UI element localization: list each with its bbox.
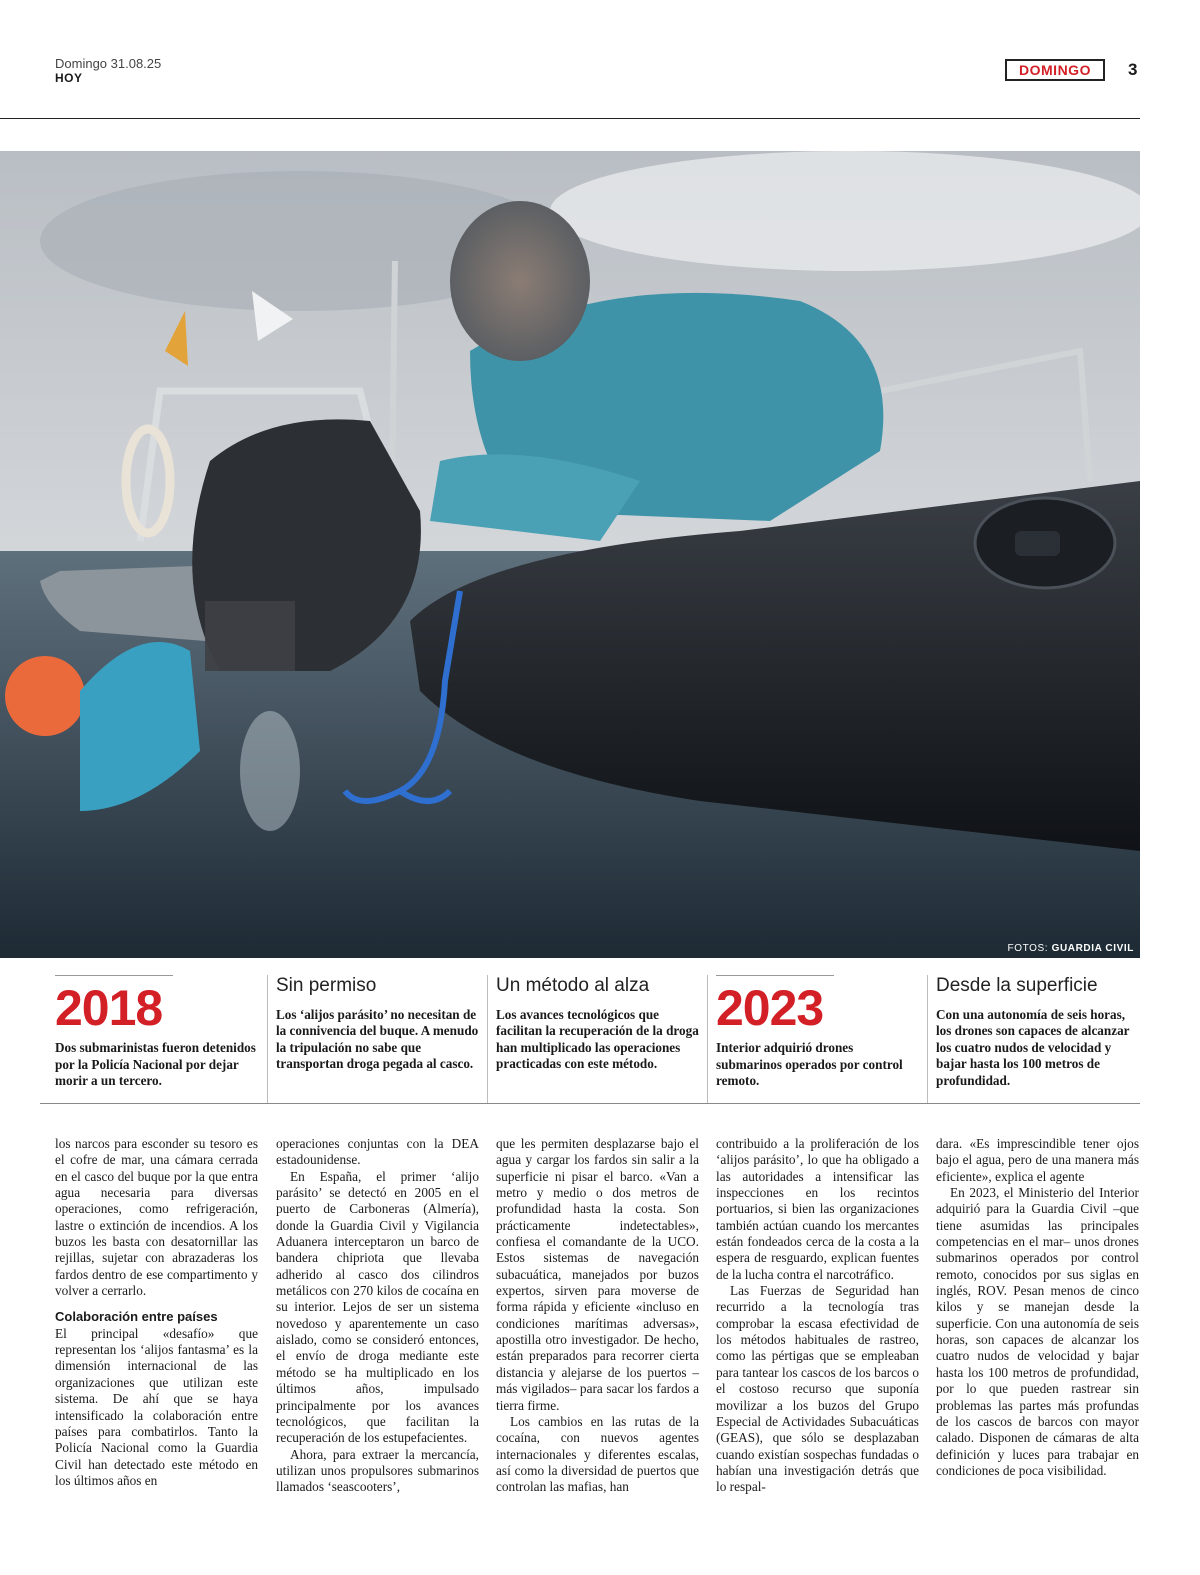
photo-illustration — [0, 151, 1140, 958]
article-paragraph: Las Fuerzas de Seguridad han recurrido a la tecnología tras comprobar la escasa efectividad de los métodos habituales de rastreo, como las pértigas que se empleaban para tantear los cascos de los barcos o el costoso recurso que suponía movilizar a los buzos del Grupo Especial de Actividades Subacuáticas (GEAS), que sólo se desplazaban cuando existían sospechas fundadas o habían una investigación detrás que lo respal- — [716, 1283, 919, 1495]
article-paragraph: Ahora, para extraer la mercancía, utilizan unos propulsores submarinos llamados ‘seascooters’, — [276, 1446, 479, 1495]
fact-divider — [487, 975, 488, 1103]
photo-credit-name: GUARDIA CIVIL — [1051, 943, 1134, 954]
article-subheading: Colaboración entre países — [55, 1309, 218, 1325]
fact-text: Dos submarinistas fueron detenidos por la Policía Nacional por dejar morir a un tercero. — [55, 1040, 256, 1088]
article-paragraph: dara. «Es imprescindible tener ojos bajo el agua, pero de una manera más eficiente», explica el agente — [936, 1136, 1139, 1184]
article-paragraph: contribuido a la proliferación de los ‘alijos parásito’, lo que ha obligado a las autoridades a intensificar las inspecciones en los recintos portuarios, si bien las organizaciones también actúan cuando los mercantes están fondeados cerca de la costa a la espera de resguardo, explican fuentes de la lucha contra el narcotráfico. — [716, 1136, 919, 1282]
fact-divider — [927, 975, 928, 1103]
article-column-2 — [276, 1136, 479, 1496]
photo-credit-prefix: FOTOS: — [1007, 943, 1052, 954]
fact-box-2018 — [55, 975, 260, 1090]
fact-text: Los avances tecnológicos que facilitan la recuperación de la droga han multiplicado las operaciones practicadas con este método. — [496, 1006, 699, 1072]
fact-box-sin-permiso — [276, 975, 481, 1073]
article-paragraph: operaciones conjuntas con la DEA estadounidense. — [276, 1136, 479, 1168]
fact-topline — [55, 975, 173, 976]
article-column-4 — [716, 1136, 919, 1496]
facts-bottom-rule — [40, 1103, 1140, 1104]
fact-year: 2023 — [716, 980, 824, 1036]
photo-credit — [1008, 943, 1134, 954]
fact-divider — [267, 975, 268, 1103]
fact-text: Interior adquirió drones submarinos operados por control remoto. — [716, 1040, 903, 1088]
article-paragraph: El principal «desafío» que representan los ‘alijos fantasma’ es la dimensión internacional de las organizaciones que utilizan este sistema. De ahí que se haya intensificado la colaboración entre países para combatirlos. Tanto la Policía Nacional como la Guardia Civil han detectado este método en los últimos años en — [55, 1325, 258, 1488]
page-number: 3 — [1128, 60, 1138, 79]
fact-heading: Sin permiso — [276, 975, 377, 996]
main-photo — [0, 151, 1140, 958]
article-column-3 — [496, 1136, 699, 1496]
fact-text: Los ‘alijos parásito’ no necesitan de la connivencia del buque. A menudo la tripulación no sabe que transportan droga pegada al casco. — [276, 1006, 479, 1072]
fact-year: 2018 — [55, 980, 163, 1036]
fact-box-2023 — [716, 975, 921, 1090]
fact-divider — [707, 975, 708, 1103]
fact-heading: Un método al alza — [496, 975, 650, 996]
article-column-5 — [936, 1136, 1139, 1479]
publication-name: HOY — [55, 71, 83, 85]
article-paragraph: los narcos para esconder su tesoro es el cofre de mar, una cámara cerrada en el casco del buque por la que entra agua necesaria para diversas operaciones, como refrigeración, lastre o extinción de incendios. A los buzos les basta con desatornillar las rejillas, sujetar con abrazaderas los fardos dentro de ese compartimento y volver a cerrarlo. — [55, 1136, 258, 1299]
article-column-1 — [55, 1136, 258, 1489]
fact-text: Con una autonomía de seis horas, los drones son capaces de alcanzar los cuatro nudos de velocidad y bajar hasta los 100 metros de profundidad. — [936, 1006, 1130, 1088]
section-label: DOMINGO — [1005, 59, 1105, 81]
header-rule — [0, 118, 1140, 119]
fact-heading: Desde la superficie — [936, 975, 1098, 996]
issue-date: Domingo 31.08.25 — [55, 56, 162, 71]
article-paragraph: En España, el primer ‘alijo parásito’ se detectó en 2005 en el puerto de Carboneras (Almería), donde la Guardia Civil y Vigilancia Aduanera interceptaron un barco de bandera chipriota que llevaba adherido al casco dos cilindros metálicos con 270 kilos de cocaína en su interior. Lejos de ser un sistema novedoso y aparentemente un caso aislado, como se consideró entonces, el envío de droga mediante este método se ha multiplicado en los últimos años, impulsado principalmente por los avances tecnológicos, que facilitan la recuperación de los estupefacientes. — [276, 1168, 479, 1446]
fact-topline — [716, 975, 834, 976]
article-paragraph: Los cambios en las rutas de la cocaína, con nuevos agentes internacionales y diferentes escalas, así como la diversidad de puertos que controlan las mafias, han — [496, 1413, 699, 1495]
fact-box-metodo-al-alza — [496, 975, 701, 1073]
fact-box-desde-la-superficie — [936, 975, 1141, 1089]
article-paragraph: que les permiten desplazarse bajo el agua y cargar los fardos sin salir a la superficie ni pisar el barco. «Van a metro y medio o dos metros de profundidad hasta la costa. Son prácticamente indetectables», confiesa el comandante de la UCO. Estos sistemas de navegación subacuática, manejados por buzos expertos, sirven para moverse de forma rápida y eficiente «incluso en condiciones marítimas adversas», apostilla otro investigador. De hecho, están preparados para recorrer cierta distancia y alejarse de los puertos –más vigilados– para sacar los fardos a tierra firme. — [496, 1136, 699, 1413]
article-paragraph: En 2023, el Ministerio del Interior adquirió para la Guardia Civil –que tiene asumidas las principales competencias en el mar– unos drones submarinos operados por control remoto, conocidos por sus siglas en inglés, ROV. Pesan menos de cinco kilos y se manejan desde la superficie. Con una autonomía de seis horas, son capaces de alcanzar los cuatro nudos de velocidad y bajar hasta los 100 metros de profundidad, por lo que pueden rastrear sin problemas las partes más profundas de los cascos de barcos con mayor calado. Disponen de cámaras de alta definición y luces para trabajar en condiciones de poca visibilidad. — [936, 1185, 1139, 1478]
